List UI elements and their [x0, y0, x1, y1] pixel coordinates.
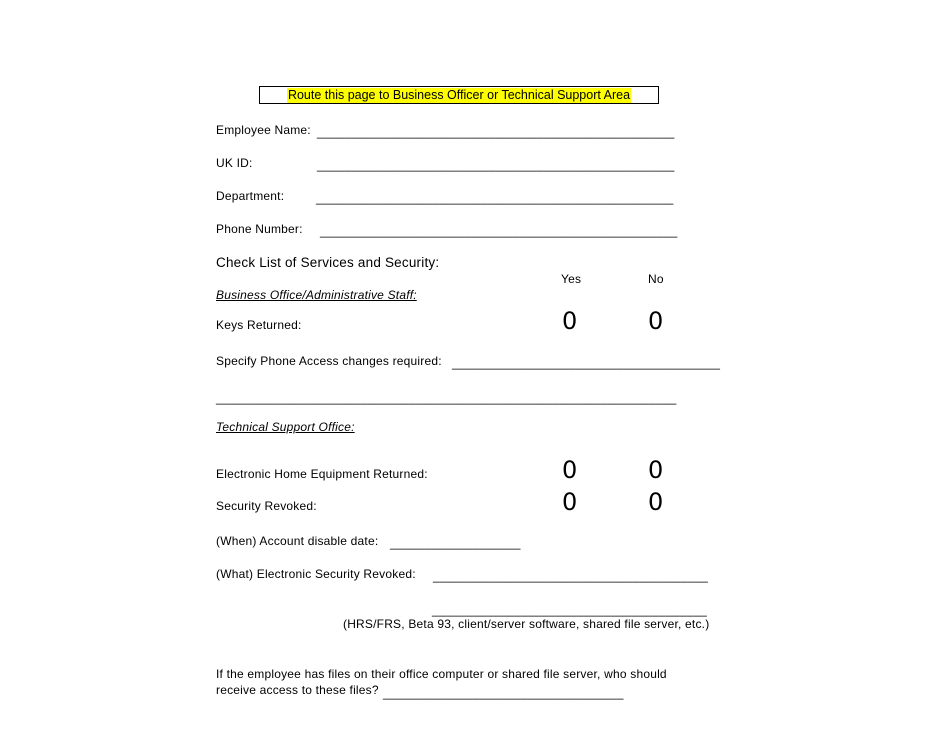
business-office-heading: Business Office/Administrative Staff:	[216, 288, 417, 302]
routing-banner-text: Route this page to Business Officer or Technical Support Area	[287, 87, 631, 102]
employee-name-field[interactable]: ____________________________________________________	[317, 125, 675, 139]
electronic-security-label: (What) Electronic Security Revoked:	[216, 567, 416, 581]
department-label: Department:	[216, 189, 285, 203]
electronic-security-field[interactable]: ________________________________________	[433, 569, 708, 583]
technical-support-heading: Technical Support Office:	[216, 420, 355, 434]
yes-column-header: Yes	[561, 272, 582, 286]
uk-id-field[interactable]: ____________________________________________________	[317, 158, 675, 172]
keys-returned-yes-option[interactable]: 0	[562, 307, 578, 335]
files-question-line-2: receive access to these files?	[216, 683, 379, 697]
phone-access-field[interactable]: _______________________________________	[452, 356, 721, 370]
files-question-line-1: If the employee has files on their office computer or shared file server, who should	[216, 667, 667, 681]
uk-id-label: UK ID:	[216, 156, 253, 170]
electronic-security-examples: (HRS/FRS, Beta 93, client/server software, shared file server, etc.)	[343, 617, 710, 631]
equipment-returned-yes-option[interactable]: 0	[562, 456, 578, 484]
phone-access-field-continued[interactable]: ___________________________________________________________________	[216, 391, 677, 405]
security-revoked-label: Security Revoked:	[216, 499, 317, 513]
security-revoked-no-option[interactable]: 0	[648, 488, 664, 516]
routing-banner	[259, 86, 659, 104]
phone-number-field[interactable]: ____________________________________________________	[320, 224, 678, 238]
account-disable-date-label: (When) Account disable date:	[216, 534, 379, 548]
account-disable-date-field[interactable]: ___________________	[390, 536, 521, 550]
department-field[interactable]: ____________________________________________________	[316, 191, 674, 205]
electronic-security-field-continued[interactable]: ________________________________________	[432, 603, 707, 617]
no-column-header: No	[648, 272, 664, 286]
keys-returned-no-option[interactable]: 0	[648, 307, 664, 335]
phone-number-label: Phone Number:	[216, 222, 303, 236]
files-access-field[interactable]: ___________________________________	[383, 686, 624, 700]
equipment-returned-no-option[interactable]: 0	[648, 456, 664, 484]
checklist-heading: Check List of Services and Security:	[216, 255, 440, 270]
employee-name-label: Employee Name:	[216, 123, 311, 137]
security-revoked-yes-option[interactable]: 0	[562, 488, 578, 516]
keys-returned-label: Keys Returned:	[216, 318, 302, 332]
phone-access-label: Specify Phone Access changes required:	[216, 354, 442, 368]
equipment-returned-label: Electronic Home Equipment Returned:	[216, 467, 428, 481]
